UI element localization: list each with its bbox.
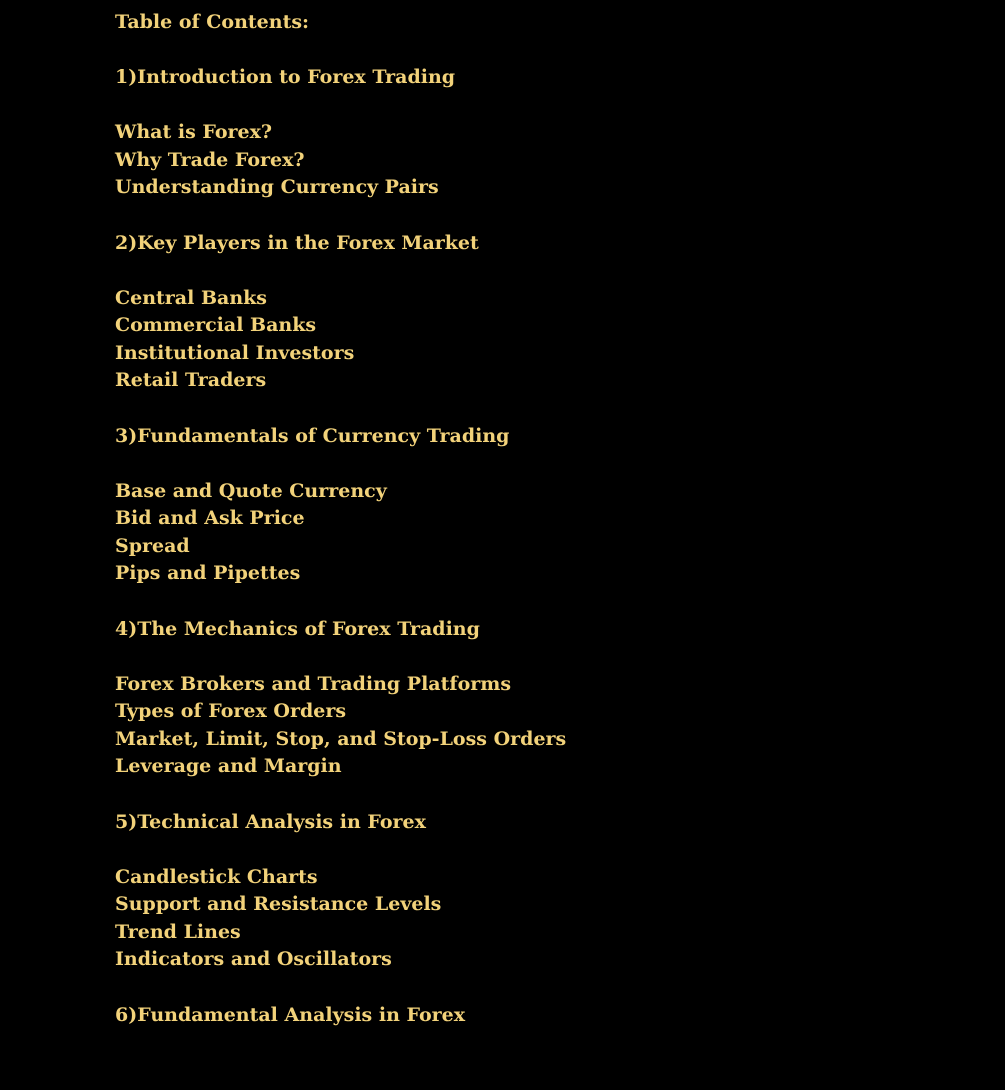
toc-sections — [115, 64, 975, 1029]
toc-item: Why Trade Forex? — [115, 148, 305, 171]
toc-title: Table of Contents: — [115, 11, 310, 33]
section-heading: 4)The Mechanics of Forex Trading — [115, 617, 480, 640]
toc-item: Spread — [115, 534, 190, 557]
section-items — [115, 671, 975, 781]
toc-item: Leverage and Margin — [115, 755, 342, 777]
toc-item: Trend Lines — [115, 920, 241, 943]
toc-section — [115, 423, 975, 588]
section-heading: 2)Key Players in the Forex Market — [115, 231, 479, 254]
toc-item: Institutional Investors — [115, 341, 355, 364]
toc-item: Market, Limit, Stop, and Stop-Loss Orders — [115, 727, 567, 750]
toc-section — [115, 230, 975, 395]
toc-item: Base and Quote Currency — [115, 479, 387, 502]
section-heading: 3)Fundamentals of Currency Trading — [115, 424, 510, 447]
toc-item: Retail Traders — [115, 369, 267, 391]
toc-item: Candlestick Charts — [115, 865, 318, 888]
section-items — [115, 478, 975, 588]
toc-item: Commercial Banks — [115, 314, 317, 336]
toc-section — [115, 616, 975, 781]
table-of-contents — [115, 9, 975, 1057]
toc-item: Forex Brokers and Trading Platforms — [115, 672, 512, 695]
toc-item: Understanding Currency Pairs — [115, 176, 439, 198]
toc-item: Indicators and Oscillators — [115, 948, 392, 970]
section-heading: 6)Fundamental Analysis in Forex — [115, 1003, 466, 1026]
toc-section — [115, 64, 975, 202]
toc-item: Types of Forex Orders — [115, 700, 347, 722]
toc-section — [115, 809, 975, 974]
section-items — [115, 864, 975, 974]
toc-section — [115, 1002, 975, 1029]
section-items — [115, 119, 975, 202]
toc-item: Support and Resistance Levels — [115, 893, 442, 915]
section-items — [115, 285, 975, 395]
toc-item: Central Banks — [115, 286, 267, 309]
toc-item: Pips and Pipettes — [115, 562, 301, 584]
toc-item: What is Forex? — [115, 121, 273, 143]
toc-item: Bid and Ask Price — [115, 507, 305, 529]
section-heading: 1)Introduction to Forex Trading — [115, 66, 456, 88]
section-heading: 5)Technical Analysis in Forex — [115, 810, 426, 833]
